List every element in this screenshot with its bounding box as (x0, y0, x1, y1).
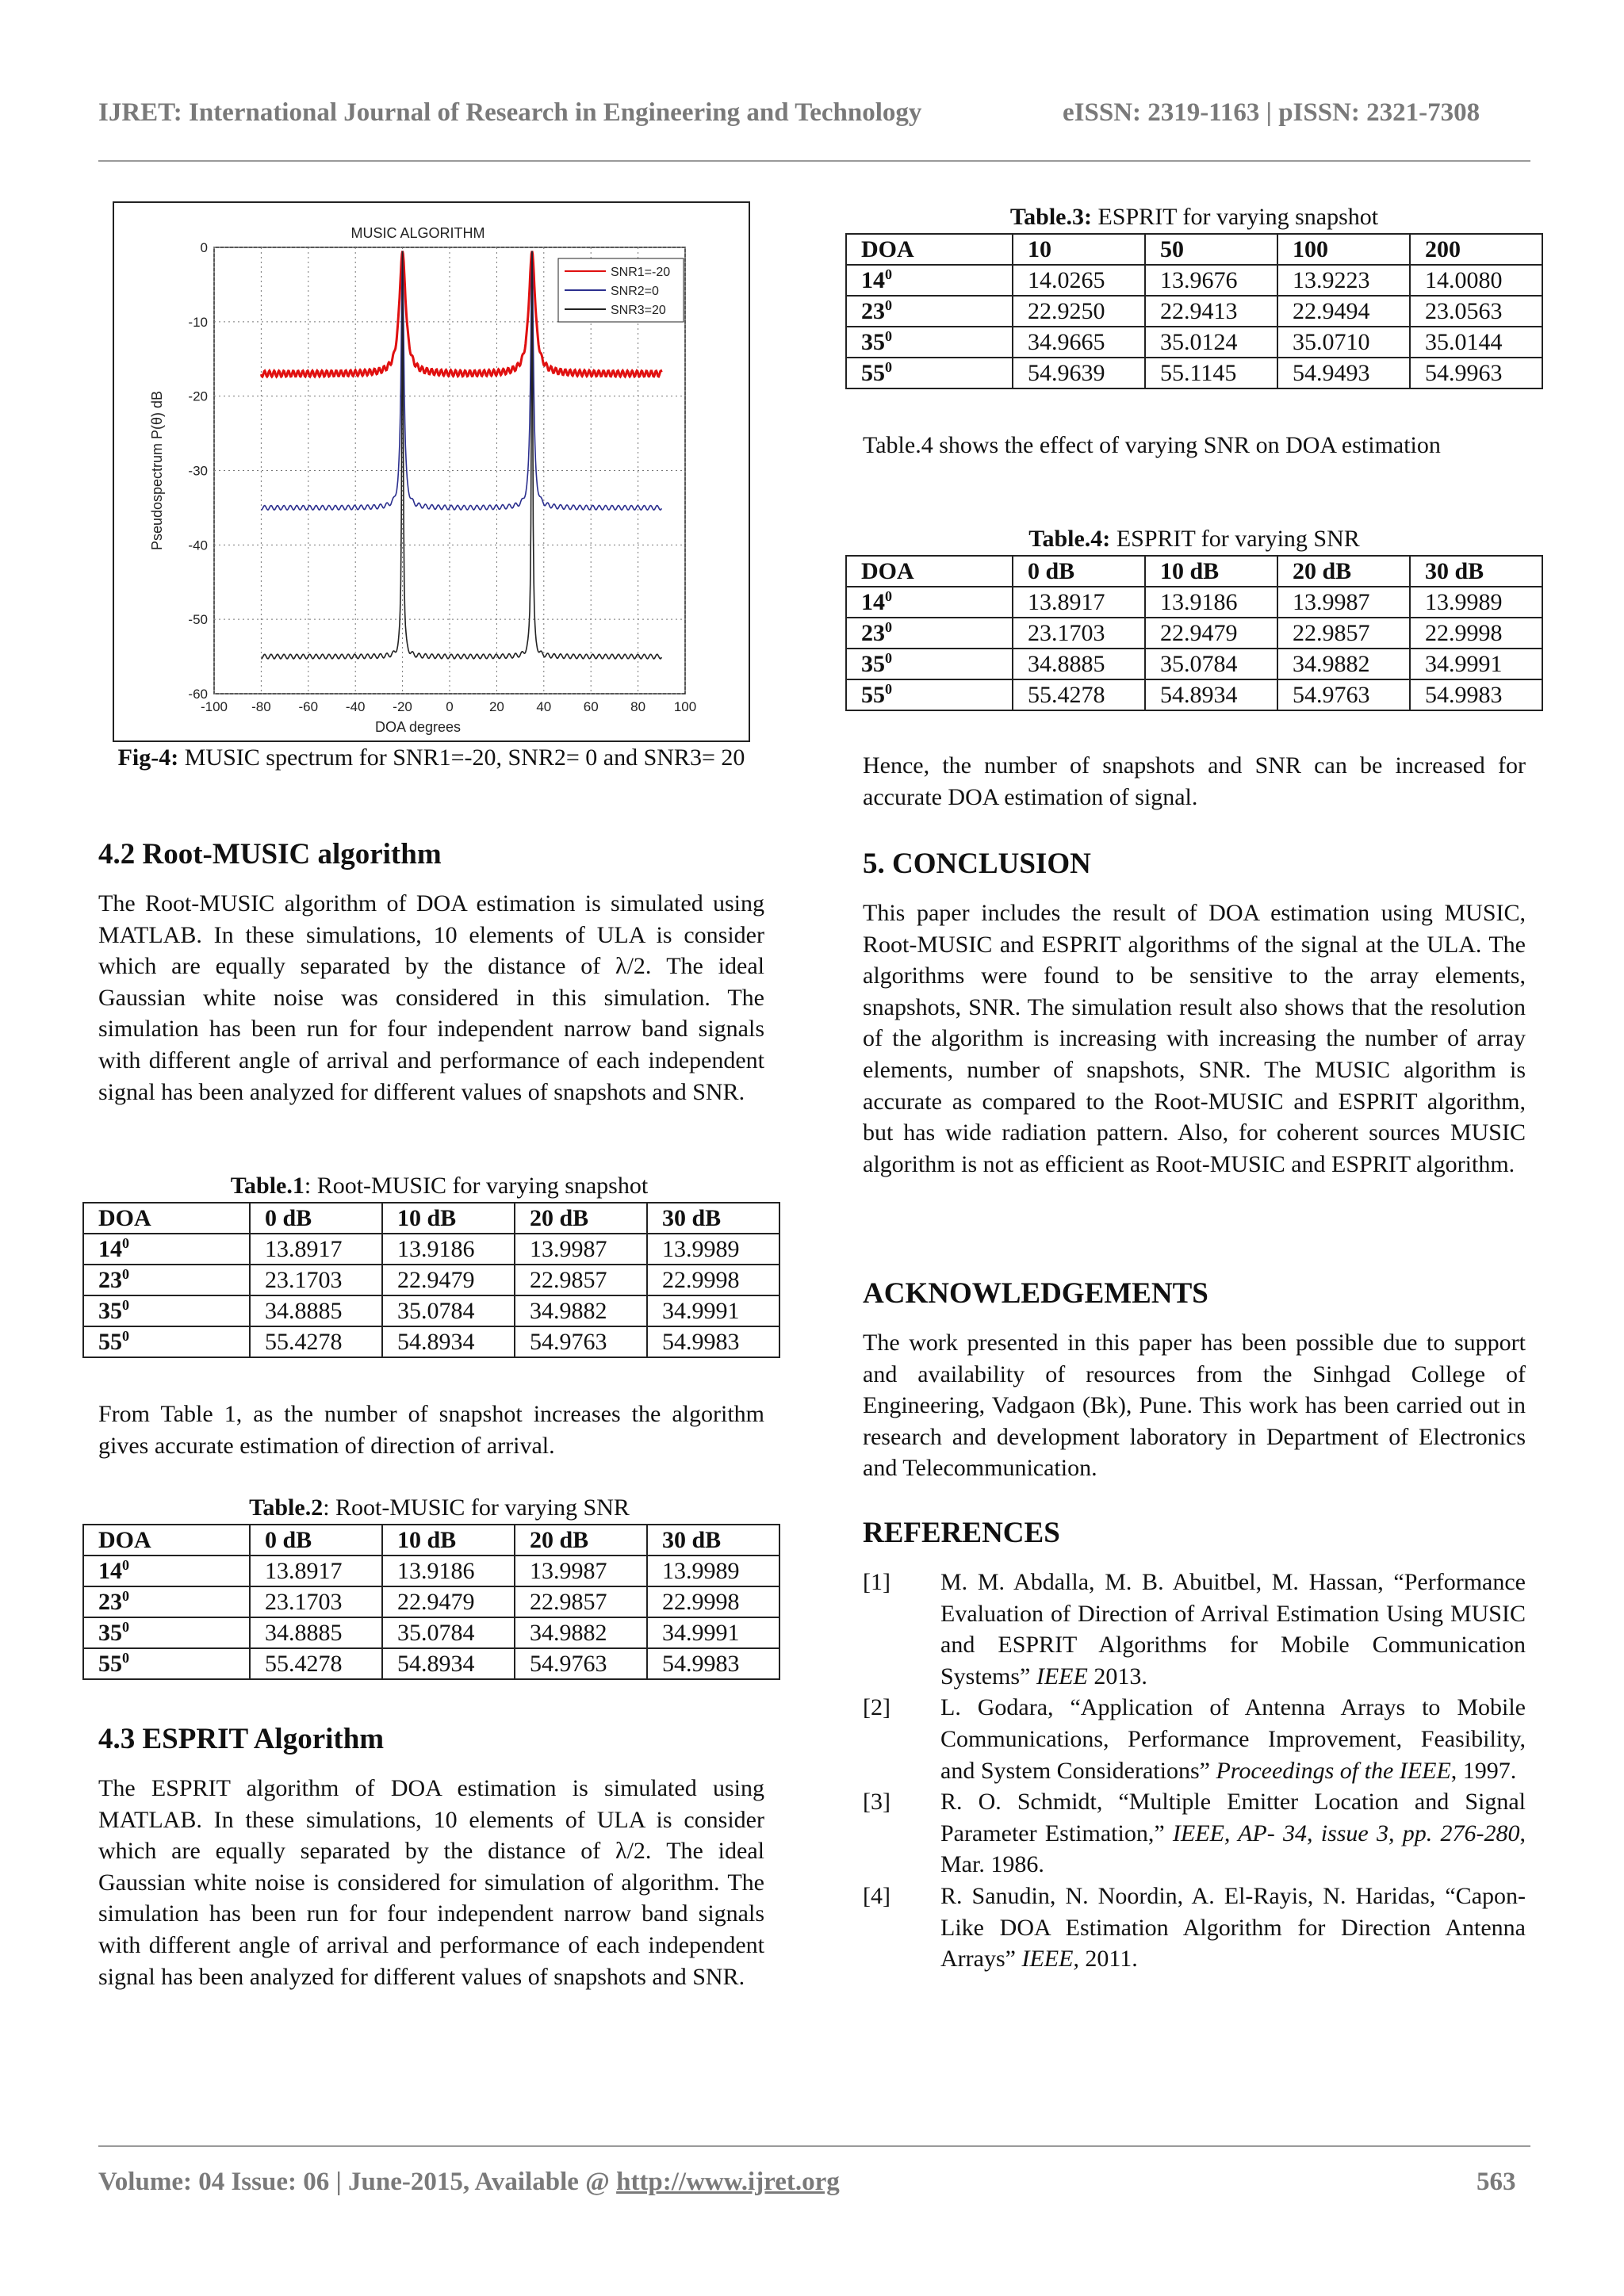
table-cell: 35.0784 (1145, 649, 1277, 679)
reference-tail: , Mar. 1986. (940, 1820, 1526, 1878)
table-cell: 13.9989 (647, 1556, 779, 1586)
journal-title: IJRET: International Journal of Research in Engineering and Technology (98, 98, 922, 127)
table-cell: 54.9983 (1410, 679, 1542, 710)
x-axis-label: DOA degrees (374, 719, 462, 735)
doa-value: 35 (98, 1298, 122, 1324)
doa-value: 23 (861, 298, 885, 324)
x-tick-label: -40 (345, 699, 366, 714)
table-row (83, 1648, 779, 1679)
music-chart (114, 203, 749, 740)
doa-cell (83, 1234, 250, 1265)
doa-cell (83, 1617, 250, 1648)
footer-volume-text: Volume: 04 Issue: 06 | June-2015, Available @ (98, 2168, 617, 2196)
degree-sup: 0 (122, 1328, 129, 1344)
reference-number: [2] (863, 1694, 891, 1721)
table1 (82, 1202, 780, 1358)
degree-sup: 0 (885, 681, 892, 697)
reference-list (863, 1567, 1526, 1975)
table-cell: 13.9989 (1410, 587, 1542, 618)
para-esprit: The ESPRIT algorithm of DOA estimation is simulated using MATLAB. In these simulations, 10 elements of ULA is consider which are equally separated by the distance of λ/2. The ideal Gaussian white noise is considered for simulation of algorithm. The simulation has been run for four independent narrow band signals with different angle of arrival and performance of each independent signal has been analyzed for different values of snapshots and SNR. (98, 1775, 764, 1990)
y-tick-label: -10 (188, 314, 208, 330)
y-tick-label: -40 (188, 538, 208, 553)
table-cell: 54.9763 (515, 1326, 647, 1357)
doa-value: 23 (98, 1589, 122, 1615)
table-cell: 23.1703 (250, 1265, 382, 1295)
table-cell: 34.9882 (515, 1617, 647, 1648)
table-row (83, 1234, 779, 1265)
doa-value: 55 (861, 360, 885, 386)
reference-text: L. Godara, “Application of Antenna Arrays to Mobile Communications, Performance Improvement, Feasibility, and System Considerations” (940, 1694, 1526, 1784)
table-cell: 13.9989 (647, 1234, 779, 1265)
table-cell: 13.8917 (1013, 587, 1145, 618)
table-cell: 54.9983 (647, 1648, 779, 1679)
table-row (846, 618, 1542, 649)
table-cell: 13.9186 (1145, 587, 1277, 618)
table-row (83, 1326, 779, 1357)
para-after-table1: From Table 1, as the number of snapshot increases the algorithm gives accurate estimation of direction of arrival. (98, 1401, 764, 1459)
doa-cell (83, 1556, 250, 1586)
table-header-row (83, 1525, 779, 1556)
table2-title (98, 1492, 780, 1523)
doa-value: 14 (861, 589, 885, 615)
table-header-cell: 0 dB (1013, 556, 1145, 587)
table1-title (98, 1170, 780, 1201)
heading-references: REFERENCES (863, 1517, 1060, 1549)
reference-venue: IEEE, (1021, 1946, 1079, 1973)
degree-sup: 0 (885, 619, 892, 635)
table-row (846, 649, 1542, 679)
table-cell: 13.9223 (1277, 265, 1410, 296)
table-cell: 34.9882 (1277, 649, 1410, 679)
doa-cell (83, 1265, 250, 1295)
table-header-cell: 50 (1145, 234, 1277, 265)
table-cell: 22.9998 (1410, 618, 1542, 649)
page-number: 563 (1477, 2168, 1516, 2196)
reference-text: M. M. Abdalla, M. B. Abuitbel, M. Hassan, “Performance Evaluation of Direction of Arrival Estimation Using MUSIC and ESPRIT Algorithms for Mobile Communication Systems” (940, 1569, 1526, 1689)
table-cell: 23.1703 (1013, 618, 1145, 649)
table1-title-text: : Root-MUSIC for varying snapshot (304, 1173, 649, 1199)
doa-value: 55 (98, 1329, 122, 1355)
figure-caption-text: MUSIC spectrum for SNR1=-20, SNR2= 0 and SNR3= 20 (178, 744, 745, 771)
doa-cell (846, 618, 1013, 649)
table2 (82, 1524, 780, 1680)
table-header-cell: 30 dB (1410, 556, 1542, 587)
table-cell: 13.9186 (382, 1556, 515, 1586)
doa-value: 35 (861, 329, 885, 355)
degree-sup: 0 (885, 359, 892, 375)
heading-conclusion: 5. CONCLUSION (863, 848, 1091, 880)
x-tick-label: -80 (251, 699, 271, 714)
degree-sup: 0 (122, 1557, 129, 1573)
table4-title-text: ESPRIT for varying SNR (1110, 526, 1360, 552)
table4 (845, 555, 1543, 711)
table-cell: 22.9479 (1145, 618, 1277, 649)
table-header-cell: 20 dB (515, 1525, 647, 1556)
table-cell: 55.1145 (1145, 358, 1277, 388)
table-cell: 54.8934 (382, 1326, 515, 1357)
issn: eISSN: 2319-1163 | pISSN: 2321-7308 (1063, 98, 1480, 127)
figure-caption-label: Fig-4: (117, 744, 179, 771)
table-cell: 55.4278 (250, 1326, 382, 1357)
table4-title-label: Table.4: (1028, 526, 1111, 552)
table-cell: 22.9857 (515, 1586, 647, 1617)
table-header-cell: 10 dB (1145, 556, 1277, 587)
table-cell: 22.9857 (1277, 618, 1410, 649)
legend-label: SNR2=0 (611, 285, 659, 298)
reference-body (940, 1786, 1526, 1881)
table2-title-label: Table.2 (249, 1494, 324, 1521)
doa-value: 14 (861, 267, 885, 293)
reference-text: R. Sanudin, N. Noordin, A. El-Rayis, N. Haridas, “Capon-Like DOA Estimation Algorithm for Direction Antenna Arrays” (940, 1882, 1526, 1973)
degree-sup: 0 (885, 266, 892, 282)
table-header-cell: 20 dB (1277, 556, 1410, 587)
para-conclusion: This paper includes the result of DOA estimation using MUSIC, Root-MUSIC and ESPRIT algorithms of the signal at the ULA. The algorithms were found to be sensitive to the array elements, snapshots, SNR. The simulation result also shows that the resolution of the algorithm is increasing with increasing the number of array elements, number of snapshots, SNR. The MUSIC algorithm is accurate as compared to the Root-MUSIC and ESPRIT algorithm, but has wide radiation pattern. Also, for coherent sources MUSIC algorithm is not as efficient as Root-MUSIC and ESPRIT algorithm. (863, 900, 1526, 1177)
degree-sup: 0 (885, 328, 892, 344)
table-row (846, 587, 1542, 618)
table-header-row (846, 556, 1542, 587)
x-tick-label: 20 (488, 699, 504, 714)
reference-venue: IEEE (1036, 1663, 1088, 1689)
table-cell: 22.9479 (382, 1265, 515, 1295)
degree-sup: 0 (885, 650, 892, 666)
x-tick-label: 100 (673, 699, 697, 714)
legend-label: SNR1=-20 (611, 266, 671, 279)
table-row (846, 265, 1542, 296)
x-tick-label: 40 (536, 699, 552, 714)
reference-text: R. O. Schmidt, “Multiple Emitter Location and Signal Parameter Estimation,” (940, 1789, 1526, 1846)
y-axis-label: Pseudospectrum P(θ) dB (149, 390, 165, 551)
footer-link[interactable]: http://www.ijret.org (616, 2168, 840, 2196)
table-cell: 54.8934 (1145, 679, 1277, 710)
doa-value: 55 (98, 1651, 122, 1677)
reference-tail: 2013. (1087, 1663, 1147, 1689)
table-row (846, 679, 1542, 710)
table1-title-label: Table.1 (230, 1173, 304, 1199)
figure-caption (113, 742, 750, 773)
doa-cell (846, 265, 1013, 296)
table-cell: 55.4278 (250, 1648, 382, 1679)
reference-item (863, 1881, 1526, 1975)
reference-body (940, 1881, 1526, 1975)
reference-venue: Proceedings of the IEEE (1216, 1757, 1451, 1784)
table3-title-label: Table.3: (1009, 204, 1092, 230)
degree-sup: 0 (122, 1588, 129, 1604)
doa-value: 35 (861, 651, 885, 677)
footer-rule (98, 2145, 1530, 2147)
table-cell: 23.1703 (250, 1586, 382, 1617)
table-cell: 13.8917 (250, 1556, 382, 1586)
heading-esprit: 4.3 ESPRIT Algorithm (98, 1723, 385, 1755)
table-row (83, 1265, 779, 1295)
table-header-cell: 30 dB (647, 1203, 779, 1234)
table-row (846, 296, 1542, 327)
table-cell: 22.9998 (647, 1265, 779, 1295)
table-cell: 13.9676 (1145, 265, 1277, 296)
table3-title (845, 201, 1543, 232)
table-cell: 13.9987 (1277, 587, 1410, 618)
table-cell: 13.9987 (515, 1556, 647, 1586)
table-header-cell: 20 dB (515, 1203, 647, 1234)
table-cell: 22.9857 (515, 1265, 647, 1295)
table-header-cell: 10 (1013, 234, 1145, 265)
table-cell: 54.9639 (1013, 358, 1145, 388)
doa-value: 14 (98, 1558, 122, 1584)
table-cell: 22.9413 (1145, 296, 1277, 327)
table-cell: 54.9763 (515, 1648, 647, 1679)
doa-value: 14 (98, 1236, 122, 1262)
table-cell: 13.9186 (382, 1234, 515, 1265)
reference-item (863, 1567, 1526, 1692)
table-cell: 13.8917 (250, 1234, 382, 1265)
footer-volume (98, 2168, 840, 2197)
y-tick-label: 0 (200, 240, 208, 255)
degree-sup: 0 (122, 1235, 129, 1251)
table-header-cell: 10 dB (382, 1203, 515, 1234)
y-tick-label: -30 (188, 463, 208, 479)
reference-number: [1] (863, 1569, 891, 1595)
header-rule (98, 160, 1530, 162)
table-cell: 54.9983 (647, 1326, 779, 1357)
doa-cell (846, 327, 1013, 358)
doa-cell (83, 1295, 250, 1326)
para-table4-intro: Table.4 shows the effect of varying SNR on DOA estimation (863, 432, 1441, 458)
table-header-cell: DOA (846, 556, 1013, 587)
doa-value: 23 (98, 1267, 122, 1293)
table-cell: 35.0710 (1277, 327, 1410, 358)
table-header-cell: DOA (846, 234, 1013, 265)
table-cell: 34.8885 (250, 1617, 382, 1648)
doa-value: 55 (861, 682, 885, 708)
y-tick-label: -20 (188, 388, 208, 404)
reference-body (940, 1567, 1526, 1692)
table-cell: 14.0080 (1410, 265, 1542, 296)
table-row (846, 358, 1542, 388)
reference-tail: , 1997. (1450, 1757, 1517, 1784)
x-tick-label: 80 (630, 699, 646, 714)
para-after-table4: Hence, the number of snapshots and SNR can be increased for accurate DOA estimation of signal. (863, 752, 1526, 810)
table-cell: 34.8885 (250, 1295, 382, 1326)
table-cell: 35.0784 (382, 1295, 515, 1326)
table-header-row (83, 1203, 779, 1234)
table-cell: 13.9987 (515, 1234, 647, 1265)
table-cell: 22.9479 (382, 1586, 515, 1617)
table-cell: 34.9991 (647, 1295, 779, 1326)
degree-sup: 0 (122, 1266, 129, 1282)
table-header-cell: DOA (83, 1525, 250, 1556)
table-cell: 34.8885 (1013, 649, 1145, 679)
degree-sup: 0 (122, 1297, 129, 1313)
table4-title (845, 523, 1543, 554)
doa-cell (846, 296, 1013, 327)
x-tick-label: 60 (583, 699, 599, 714)
table-cell: 22.9494 (1277, 296, 1410, 327)
reference-tail: 2011. (1078, 1946, 1138, 1973)
table-cell: 35.0784 (382, 1617, 515, 1648)
table-cell: 14.0265 (1013, 265, 1145, 296)
doa-cell (846, 649, 1013, 679)
doa-value: 35 (98, 1620, 122, 1646)
table-header-cell: 200 (1410, 234, 1542, 265)
reference-body (940, 1692, 1526, 1786)
chart-title: MUSIC ALGORITHM (350, 225, 485, 241)
table-header-cell: 0 dB (250, 1525, 382, 1556)
table-cell: 54.9493 (1277, 358, 1410, 388)
doa-cell (846, 587, 1013, 618)
table-header-cell: 0 dB (250, 1203, 382, 1234)
y-tick-label: -60 (188, 687, 208, 702)
table-header-row (846, 234, 1542, 265)
table3-title-text: ESPRIT for varying snapshot (1091, 204, 1379, 230)
figure-music-spectrum (113, 201, 750, 742)
y-tick-label: -50 (188, 612, 208, 628)
table-header-cell: 30 dB (647, 1525, 779, 1556)
table-row (83, 1617, 779, 1648)
reference-item (863, 1786, 1526, 1881)
legend-label: SNR3=20 (611, 304, 666, 317)
table-header-cell: 10 dB (382, 1525, 515, 1556)
table3 (845, 233, 1543, 389)
table-cell: 54.9963 (1410, 358, 1542, 388)
doa-cell (83, 1586, 250, 1617)
degree-sup: 0 (885, 588, 892, 604)
para-acknowledgements: The work presented in this paper has been possible due to support and availability of resources from the Sinhgad College of Engineering, Vadgaon (Bk), Pune. This work has been carried out in research and development laboratory in Department of Electronics and Telecommunication. (863, 1330, 1526, 1482)
table-cell: 54.8934 (382, 1648, 515, 1679)
table-cell: 54.9763 (1277, 679, 1410, 710)
table-row (83, 1295, 779, 1326)
table-cell: 22.9998 (647, 1586, 779, 1617)
degree-sup: 0 (122, 1619, 129, 1635)
table-cell: 35.0124 (1145, 327, 1277, 358)
table-cell: 34.9882 (515, 1295, 647, 1326)
table-cell: 35.0144 (1410, 327, 1542, 358)
x-tick-label: 0 (446, 699, 454, 714)
doa-cell (846, 679, 1013, 710)
x-tick-label: -60 (298, 699, 319, 714)
table-cell: 22.9250 (1013, 296, 1145, 327)
table-cell: 55.4278 (1013, 679, 1145, 710)
x-tick-label: -20 (393, 699, 412, 714)
heading-acknowledgements: ACKNOWLEDGEMENTS (863, 1277, 1208, 1310)
table-row (846, 327, 1542, 358)
reference-number: [3] (863, 1789, 891, 1816)
reference-item (863, 1692, 1526, 1786)
table-cell: 23.0563 (1410, 296, 1542, 327)
table-cell: 34.9665 (1013, 327, 1145, 358)
doa-cell (83, 1648, 250, 1679)
heading-root-music: 4.2 Root-MUSIC algorithm (98, 838, 442, 871)
doa-value: 23 (861, 620, 885, 646)
table-row (83, 1586, 779, 1617)
table-cell: 34.9991 (647, 1617, 779, 1648)
doa-cell (83, 1326, 250, 1357)
table-header-cell: DOA (83, 1203, 250, 1234)
table-header-cell: 100 (1277, 234, 1410, 265)
reference-number: [4] (863, 1882, 891, 1909)
table-row (83, 1556, 779, 1586)
para-root-music: The Root-MUSIC algorithm of DOA estimation is simulated using MATLAB. In these simulations, 10 elements of ULA is consider which are equally separated by the distance of λ/2. The ideal Gaussian white noise was considered in this simulation. The simulation has been run for four independent narrow band signals with different angle of arrival and performance of each independent signal has been analyzed for different values of snapshots and SNR. (98, 890, 764, 1105)
doa-cell (846, 358, 1013, 388)
table-cell: 34.9991 (1410, 649, 1542, 679)
reference-venue: IEEE, AP- 34, issue 3, pp. 276-280 (1172, 1820, 1520, 1846)
degree-sup: 0 (122, 1650, 129, 1666)
x-tick-label: -100 (200, 699, 228, 714)
table2-title-text: : Root-MUSIC for varying SNR (323, 1494, 630, 1521)
degree-sup: 0 (885, 297, 892, 313)
